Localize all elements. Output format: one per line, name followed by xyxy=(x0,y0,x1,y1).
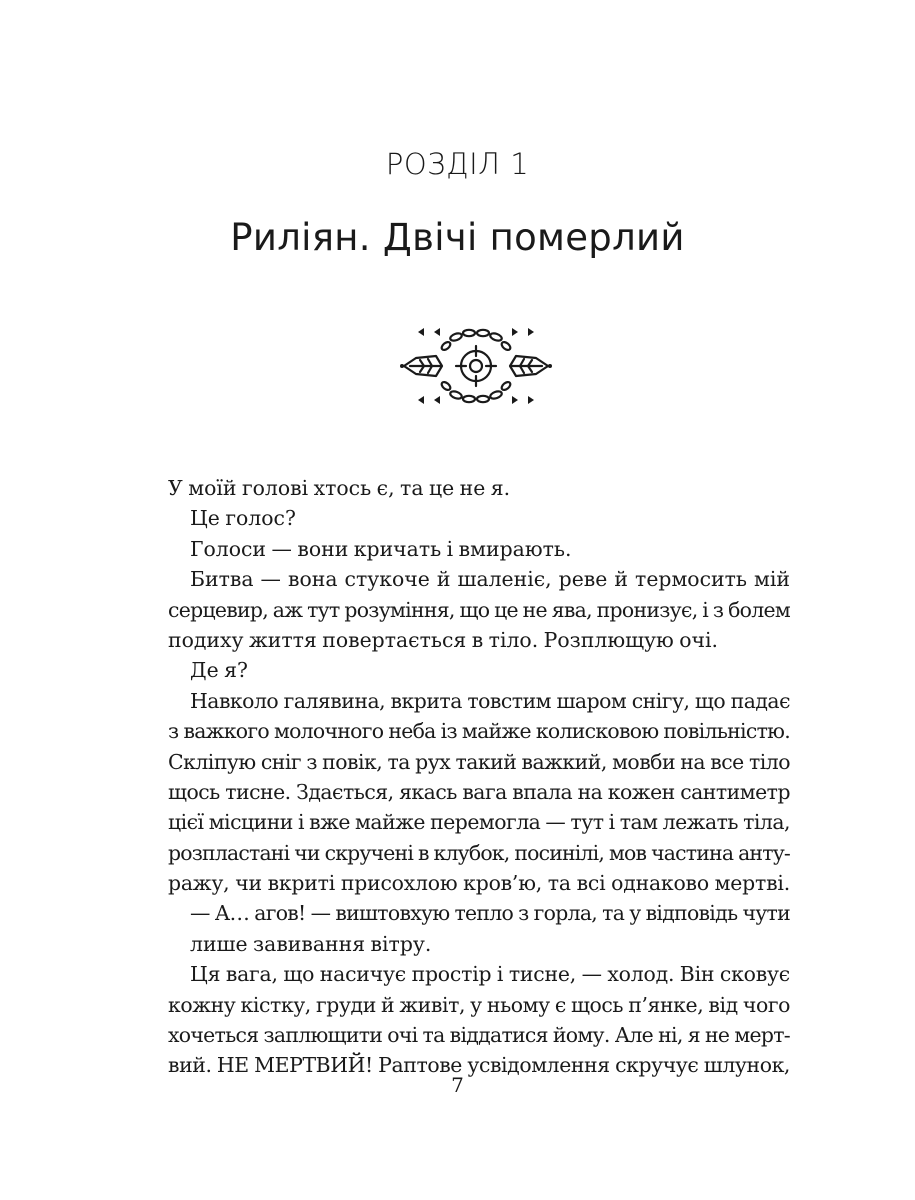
text-line: щось тисне. Здається, якась вага впала на кожен сантиметр xyxy=(168,779,790,804)
text-line: кожну кістку, груди й живіт, у ньому є щось п’янке, від чого xyxy=(168,992,790,1017)
text-line: Де я? xyxy=(190,658,248,683)
text-line: ражу, чи вкриті присохлою кров’ю, та всі однаково мертві. xyxy=(168,871,790,896)
text-line: Скліпую сніг з повік, та рух такий важкий, мовби на все тіло xyxy=(168,749,790,774)
text-line: хочеться заплющити очі та віддатися йому. Але ні, я не мерт- xyxy=(168,1023,790,1048)
chain-compass-ornament-icon xyxy=(400,326,552,406)
text-line: — А… агов! — виштовхую тепло з горла, та у відповідь чути xyxy=(190,901,790,926)
text-line: з важкого молочного неба із майже колисковою повільністю. xyxy=(168,719,790,744)
chapter-title: Риліян. Двічі померлий xyxy=(230,216,685,259)
text-line: Це голос? xyxy=(190,506,296,531)
page-number: 7 xyxy=(451,1073,464,1097)
text-line: Битва — вона стукоче й шаленіє, реве й термосить мій xyxy=(190,567,790,592)
text-line: Голоси — вони кричать і вмирають. xyxy=(190,536,572,561)
text-line: цієї місцини і вже майже перемогла — тут і там лежать тіла, xyxy=(168,810,790,835)
text-line: розпластані чи скручені в клубок, посинілі, мов частина анту- xyxy=(168,840,790,865)
text-line: подиху життя повертається в тіло. Розплющую очі. xyxy=(168,627,719,652)
body-text xyxy=(168,473,790,1081)
text-line: серцевир, аж тут розуміння, що це не ява, пронизує, і з болем xyxy=(168,597,790,622)
text-line: У моїй голові хтось є, та це не я. xyxy=(168,476,511,500)
text-line: Ця вага, що насичує простір і тисне, — холод. Він сковує xyxy=(190,962,790,987)
text-line: лише завивання вітру. xyxy=(190,931,432,956)
text-line: Навколо галявина, вкрита товстим шаром снігу, що падає xyxy=(190,688,790,713)
text-line: вий. НЕ МЕРТВИЙ! Раптове усвідомлення скручує шлунок, xyxy=(168,1053,790,1078)
chapter-label: РОЗДІЛ 1 xyxy=(385,147,530,181)
